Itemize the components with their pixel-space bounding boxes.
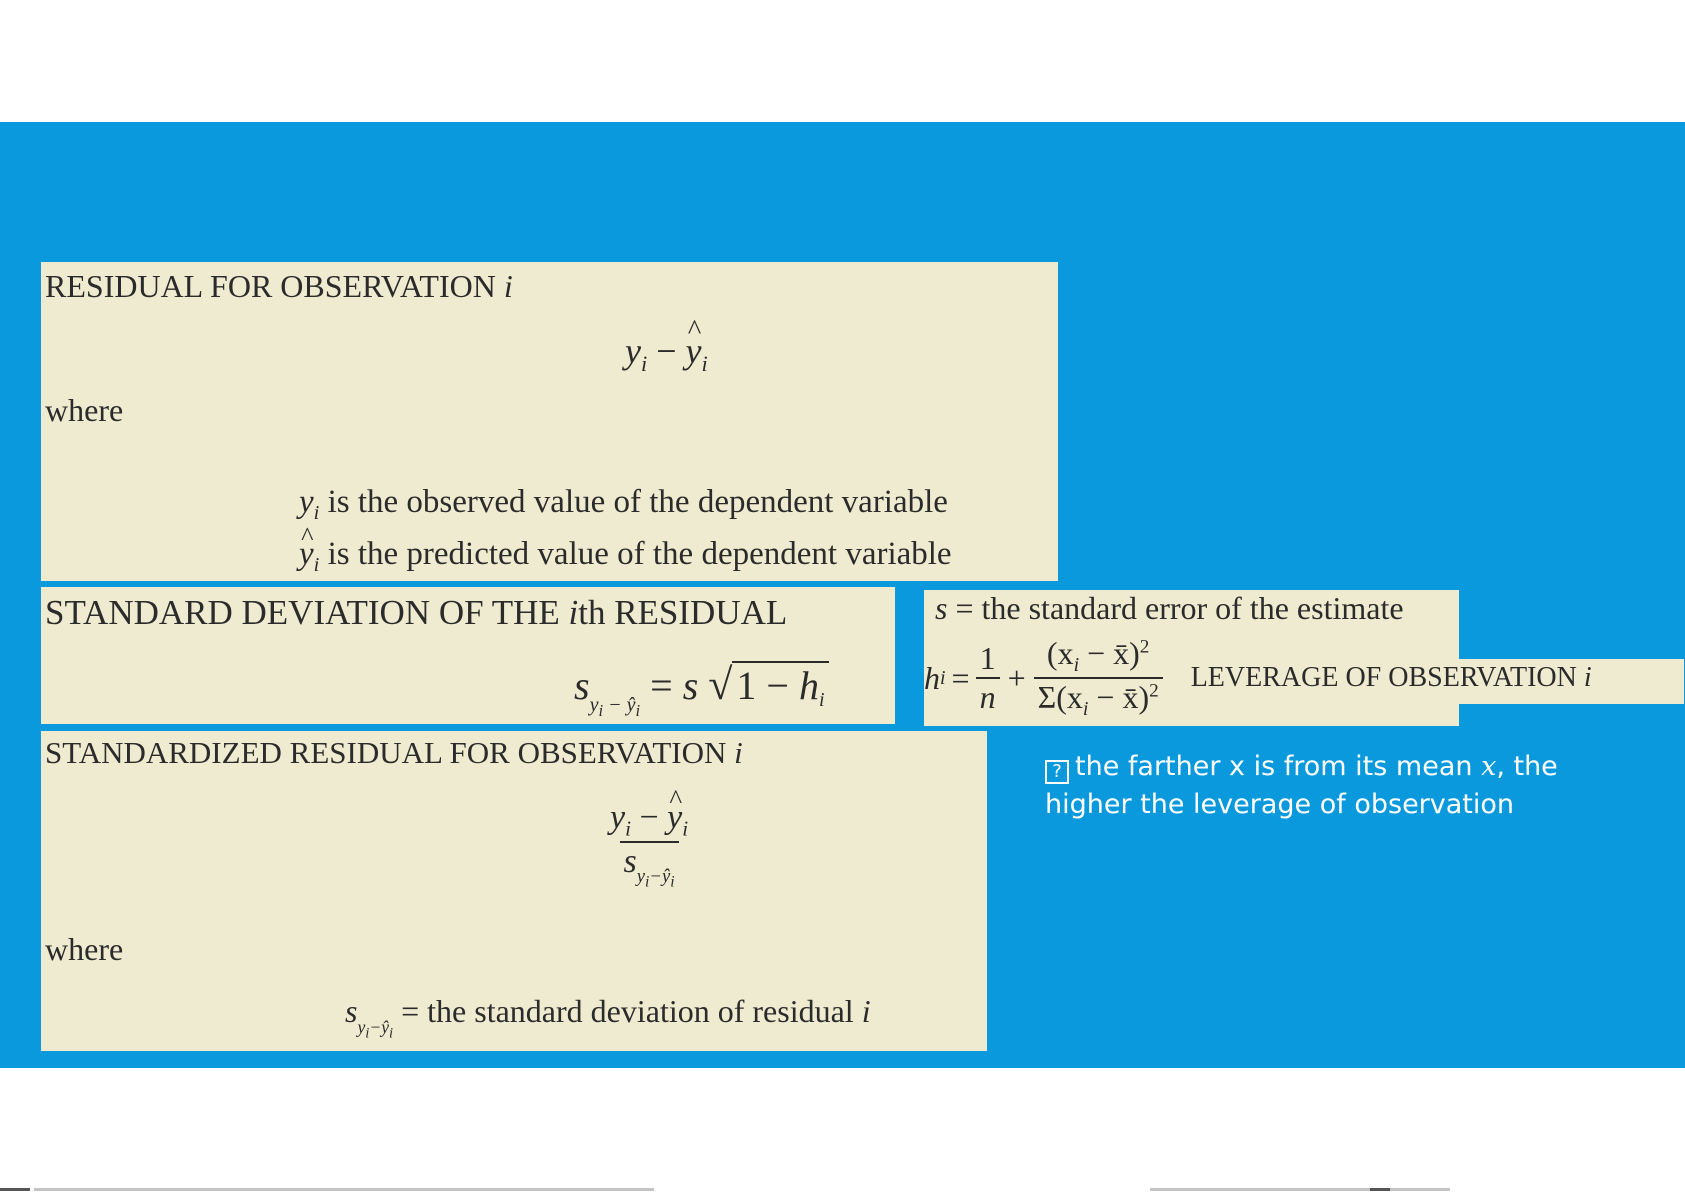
std-dev-formula: $s_{y_i - ŷ_i} = s$ √ $1 - h_i$ (574, 659, 829, 721)
one-over-n: $\frac{1}{n}$ (976, 640, 1000, 716)
std-error-line: s = the standard error of the estimate (935, 590, 1404, 626)
standardized-residual-box (41, 731, 987, 1051)
def-observed: $y_i$ is the observed value of the dependent variable (299, 484, 948, 525)
where-label-2: where (45, 931, 124, 967)
footer-artifact (0, 1188, 1685, 1192)
residual-title: RESIDUAL FOR OBSERVATION i (45, 268, 513, 304)
standardized-title: STANDARDIZED RESIDUAL FOR OBSERVATION i (45, 735, 743, 770)
def-std-dev-residual: $s_{y_i-ŷ_i}$ = the standard deviation of residual i (345, 993, 871, 1042)
mean-symbol: x (1481, 751, 1497, 782)
where-label: where (45, 392, 124, 428)
residual-formula: $y_i$ − ^ $y_i$ (625, 330, 708, 377)
def-predicted: ^ $y_i$ is the predicted value of the dependent variable (299, 536, 952, 577)
std-dev-residual-box (41, 587, 895, 724)
leverage-fraction: $\frac{(x_i - x̄)^2}{\Sigma(x_i - x̄)^2}$ (1034, 635, 1163, 721)
y-hat: ^ y (686, 330, 702, 372)
leverage-note: ? the farther x is from its mean x, the higher the leverage of observation (1045, 751, 1558, 820)
residual-box (41, 262, 1058, 581)
std-dev-title: STANDARD DEVIATION OF THE ith RESIDUAL (45, 593, 788, 632)
standardized-formula: $\frac{y_i - \^{} y_i}{s_{y_i-ŷ_i}}$ (606, 799, 692, 891)
leverage-formula: h i = $\frac{1}{n}$ + $\frac{(x_i - x̄)^2}{\Sigma(x_i - x̄)^2}$ LEVERAGE OF OBSERVATION i (924, 635, 1592, 720)
leverage-label: LEVERAGE OF OBSERVATION i (1190, 662, 1592, 693)
missing-glyph-icon: ? (1045, 760, 1069, 784)
